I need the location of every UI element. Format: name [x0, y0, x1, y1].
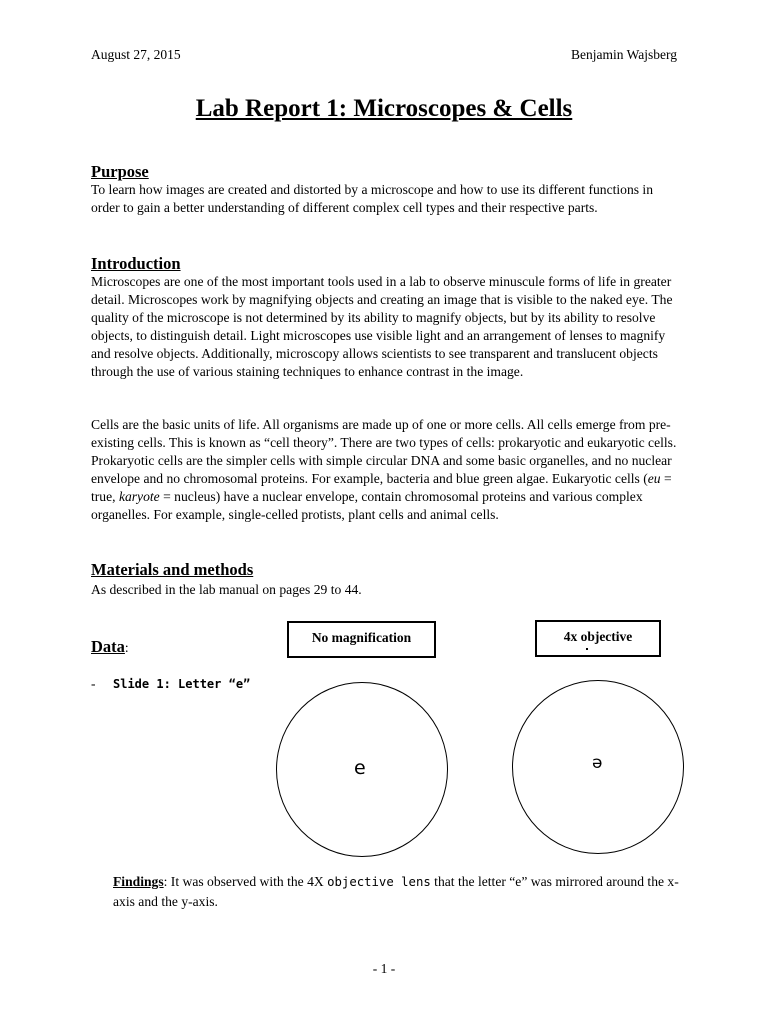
intro-p2-karyote: karyote	[118, 489, 160, 504]
page-title: Lab Report 1: Microscopes & Cells	[195, 95, 573, 122]
findings-text	[113, 872, 683, 911]
intro-p2-part-b: = true,	[91, 471, 672, 504]
letter-e-normal: e	[354, 757, 366, 779]
intro-p2-part-c: = nucleus) have a nuclear envelope, contain chromosomal proteins and various complex organelles. For example, single-celled protists, plant cells and animal cells.	[91, 489, 643, 522]
introduction-paragraph-2	[91, 416, 681, 524]
data-heading-colon: :	[124, 640, 129, 655]
4x-objective-box: 4x objective	[535, 620, 661, 657]
findings-objective-lens: objective lens	[327, 875, 431, 889]
no-magnification-box: No magnification	[287, 621, 436, 658]
introduction-paragraph-1: Microscopes are one of the most important tools used in a lab to observe minuscule forms of life in greater detail. Microscopes work by magnifying objects and creating an image that is visible to the naked eye. The quality of the microscope is not determined by its ability to magnify objects, but by its ability to resolve objects, to distinguish detail. Light microscopes use visible light and an arrangement of lenses to magnify and resolve objects. Additionally, microscopy allows scientists to see transparent and translucent objects through the use of various staining techniques to enhance contrast in the image.	[91, 274, 673, 379]
data-heading-label: Data	[91, 637, 125, 656]
findings-part-c: that the letter “e” was mirrored around the x-axis and the y-axis.	[113, 874, 679, 909]
purpose-heading: Purpose	[91, 162, 149, 181]
intro-p2-part-a: Cells are the basic units of life. All organisms are made up of one or more cells. All cells emerge from pre-existing cells. This is known as “cell theory”. There are two types of cells: prokaryotic and eukaryotic cells. Prokaryotic cells are the simpler cells with simple circular DNA and some basic organelles, and no nuclear envelope and no chromosomal proteins. For example, bacteria and blue green algae. Eukaryotic cells (	[91, 417, 677, 486]
findings-part-a: : It was observed with the 4X	[163, 874, 328, 889]
header-date: August 27, 2015	[91, 47, 181, 62]
intro-p2-eu: eu	[647, 471, 661, 486]
purpose-text: To learn how images are created and distorted by a microscope and how to use its different functions in order to gain a better understanding of different complex cell types and their respective parts.	[91, 182, 654, 215]
box-dot-mark	[586, 648, 588, 650]
data-heading	[91, 637, 129, 657]
introduction-heading: Introduction	[91, 254, 181, 273]
slide-1-label: Slide 1: Letter “e”	[113, 677, 251, 691]
page-number: - 1 -	[372, 961, 396, 976]
slide-1-bullet: -	[91, 676, 96, 691]
letter-e-mirrored: ə	[592, 753, 603, 773]
header-author: Benjamin Wajsberg	[570, 47, 677, 62]
materials-heading: Materials and methods	[91, 560, 254, 579]
findings-label: Findings	[113, 874, 164, 889]
materials-text: As described in the lab manual on pages 29 to 44.	[91, 582, 362, 597]
